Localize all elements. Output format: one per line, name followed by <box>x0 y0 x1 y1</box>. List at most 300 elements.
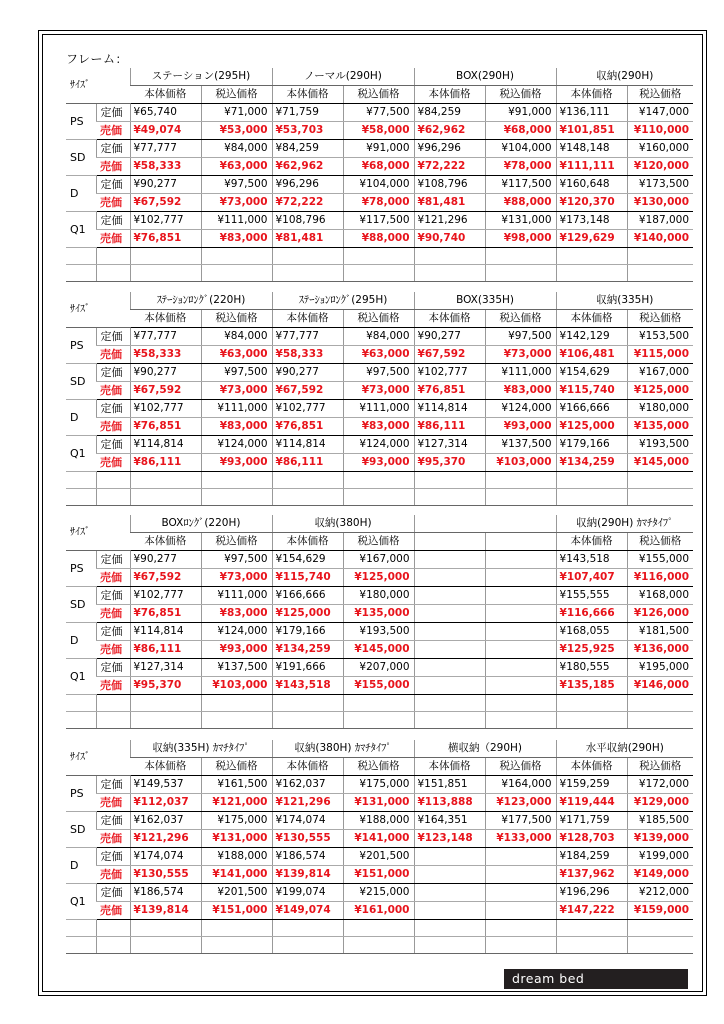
list-price-cell: ¥65,740 <box>130 104 201 122</box>
blank-cell <box>414 937 485 954</box>
list-price-cell <box>414 587 485 605</box>
list-price-cell: ¥97,500 <box>201 176 272 194</box>
list-price-cell: ¥180,555 <box>556 659 627 677</box>
sale-price-cell: ¥49,074 <box>130 122 201 140</box>
blank-cell <box>130 695 201 712</box>
list-price-cell: ¥167,000 <box>343 551 414 569</box>
list-price-cell: ¥97,500 <box>201 551 272 569</box>
list-price-cell: ¥111,000 <box>485 364 556 382</box>
model-header: 水平収納(290H) <box>556 740 693 758</box>
header-row <box>66 68 693 86</box>
list-price-cell: ¥173,148 <box>556 212 627 230</box>
blank-cell <box>556 937 627 954</box>
list-price-cell: ¥181,500 <box>627 623 693 641</box>
sale-price-cell <box>485 605 556 623</box>
blank-cell <box>627 712 693 729</box>
list-price-cell: ¥212,000 <box>627 884 693 902</box>
model-header: 収納(380H) <box>272 515 414 533</box>
list-price-cell: ¥184,259 <box>556 848 627 866</box>
size-label <box>66 884 96 920</box>
sale-price-row <box>66 230 693 248</box>
base-price-header: 本体価格 <box>556 758 627 776</box>
blank-cell <box>66 265 96 282</box>
sale-price-cell: ¥146,000 <box>627 677 693 695</box>
blank-cell <box>66 472 96 489</box>
list-price-cell: ¥90,277 <box>272 364 343 382</box>
list-price-cell: ¥96,296 <box>272 176 343 194</box>
blank-cell <box>414 248 485 265</box>
list-price-row <box>66 436 693 454</box>
list-price-label: 定価 <box>96 812 130 830</box>
sale-price-cell: ¥67,592 <box>130 194 201 212</box>
sale-price-cell: ¥121,296 <box>130 830 201 848</box>
sale-price-cell: ¥63,000 <box>201 346 272 364</box>
sale-price-cell: ¥73,000 <box>201 194 272 212</box>
sale-price-label: 売価 <box>96 830 130 848</box>
sale-price-cell: ¥83,000 <box>201 418 272 436</box>
blank-cell <box>201 248 272 265</box>
blank-cell <box>627 472 693 489</box>
list-price-label: 定価 <box>96 659 130 677</box>
list-price-cell: ¥102,777 <box>414 364 485 382</box>
sale-price-label: 売価 <box>96 454 130 472</box>
blank-cell <box>272 248 343 265</box>
blank-row <box>66 489 693 506</box>
sale-price-cell: ¥68,000 <box>485 122 556 140</box>
sale-price-cell <box>414 641 485 659</box>
blank-cell <box>414 712 485 729</box>
list-price-cell: ¥117,500 <box>343 212 414 230</box>
sale-price-cell: ¥67,592 <box>130 569 201 587</box>
sale-price-cell: ¥90,740 <box>414 230 485 248</box>
blank-cell <box>201 937 272 954</box>
list-price-cell: ¥90,277 <box>130 364 201 382</box>
sale-price-cell: ¥83,000 <box>343 418 414 436</box>
list-price-cell: ¥174,074 <box>272 812 343 830</box>
sale-price-cell <box>414 677 485 695</box>
sale-price-cell: ¥125,000 <box>272 605 343 623</box>
list-price-cell <box>485 848 556 866</box>
blank-cell <box>201 265 272 282</box>
model-header: 収納(335H) ｶﾏﾁﾀｲﾌﾟ <box>130 740 272 758</box>
list-price-row <box>66 812 693 830</box>
size-column-header: ｻｲｽﾞ <box>66 740 130 776</box>
blank-cell <box>556 265 627 282</box>
list-price-cell <box>485 659 556 677</box>
list-price-cell: ¥84,000 <box>201 140 272 158</box>
sale-price-label: 売価 <box>96 230 130 248</box>
blank-cell <box>66 248 96 265</box>
list-price-cell: ¥179,166 <box>272 623 343 641</box>
sale-price-cell: ¥136,000 <box>627 641 693 659</box>
blank-cell <box>556 472 627 489</box>
list-price-cell: ¥114,814 <box>414 400 485 418</box>
header-row <box>66 740 693 758</box>
list-price-cell: ¥124,000 <box>343 436 414 454</box>
subheader-row <box>66 86 693 104</box>
blank-cell <box>96 920 130 937</box>
sale-price-cell: ¥131,000 <box>201 830 272 848</box>
subheader-row <box>66 310 693 328</box>
list-price-cell: ¥77,777 <box>272 328 343 346</box>
sale-price-cell: ¥115,740 <box>272 569 343 587</box>
tax-price-header: 税込価格 <box>343 758 414 776</box>
size-label <box>66 812 96 848</box>
sale-price-cell: ¥62,962 <box>414 122 485 140</box>
sale-price-row <box>66 346 693 364</box>
sale-price-cell: ¥115,740 <box>556 382 627 400</box>
list-price-cell: ¥201,500 <box>201 884 272 902</box>
list-price-row <box>66 212 693 230</box>
tax-price-header: 税込価格 <box>201 533 272 551</box>
price-table-3 <box>66 515 693 729</box>
list-price-cell: ¥111,000 <box>201 400 272 418</box>
sale-price-label: 売価 <box>96 418 130 436</box>
list-price-cell: ¥215,000 <box>343 884 414 902</box>
blank-cell <box>272 695 343 712</box>
blank-cell <box>96 712 130 729</box>
blank-cell <box>96 248 130 265</box>
list-price-cell: ¥102,777 <box>272 400 343 418</box>
blank-cell <box>130 920 201 937</box>
size-label <box>66 364 96 400</box>
list-price-cell: ¥84,000 <box>343 328 414 346</box>
model-header: ｽﾃｰｼｮﾝﾛﾝｸﾞ(295H) <box>272 292 414 310</box>
blank-cell <box>130 248 201 265</box>
sale-price-row <box>66 866 693 884</box>
sale-price-cell: ¥67,592 <box>414 346 485 364</box>
sale-price-row <box>66 830 693 848</box>
sale-price-label: 売価 <box>96 194 130 212</box>
list-price-cell: ¥155,000 <box>627 551 693 569</box>
model-header: ステーション(295H) <box>130 68 272 86</box>
blank-cell <box>343 712 414 729</box>
list-price-cell: ¥148,148 <box>556 140 627 158</box>
size-name: SD <box>70 151 86 164</box>
tax-price-header: 税込価格 <box>201 758 272 776</box>
sale-price-cell: ¥98,000 <box>485 230 556 248</box>
blank-cell <box>201 489 272 506</box>
subheader-row <box>66 758 693 776</box>
sale-price-cell: ¥121,000 <box>201 794 272 812</box>
sale-price-cell: ¥135,185 <box>556 677 627 695</box>
list-price-row <box>66 848 693 866</box>
blank-cell <box>485 265 556 282</box>
sale-price-cell: ¥123,148 <box>414 830 485 848</box>
blank-cell <box>272 472 343 489</box>
page-title: フレーム： <box>66 52 129 66</box>
size-name: D <box>70 634 79 647</box>
blank-row <box>66 248 693 265</box>
sale-price-cell: ¥130,555 <box>272 830 343 848</box>
sale-price-cell: ¥63,000 <box>201 158 272 176</box>
list-price-cell: ¥166,666 <box>556 400 627 418</box>
sale-price-cell: ¥121,296 <box>272 794 343 812</box>
size-name: Q1 <box>70 223 86 236</box>
list-price-cell: ¥193,500 <box>627 436 693 454</box>
list-price-label: 定価 <box>96 176 130 194</box>
list-price-cell <box>414 848 485 866</box>
list-price-cell: ¥124,000 <box>201 623 272 641</box>
list-price-cell: ¥201,500 <box>343 848 414 866</box>
sale-price-cell: ¥126,000 <box>627 605 693 623</box>
sale-price-row <box>66 194 693 212</box>
sale-price-cell: ¥72,222 <box>414 158 485 176</box>
sale-price-cell: ¥88,000 <box>485 194 556 212</box>
base-price-header <box>414 533 485 551</box>
list-price-row <box>66 140 693 158</box>
list-price-label: 定価 <box>96 400 130 418</box>
list-price-cell: ¥143,518 <box>556 551 627 569</box>
sale-price-cell: ¥125,000 <box>343 569 414 587</box>
tax-price-header: 税込価格 <box>627 310 693 328</box>
sale-price-cell: ¥125,000 <box>556 418 627 436</box>
sale-price-row <box>66 418 693 436</box>
sale-price-cell: ¥128,703 <box>556 830 627 848</box>
size-label <box>66 176 96 212</box>
blank-cell <box>130 489 201 506</box>
sale-price-cell: ¥95,370 <box>130 677 201 695</box>
list-price-label: 定価 <box>96 364 130 382</box>
blank-cell <box>201 712 272 729</box>
size-name: D <box>70 859 79 872</box>
list-price-cell: ¥104,000 <box>485 140 556 158</box>
list-price-cell: ¥160,000 <box>627 140 693 158</box>
sale-price-cell: ¥53,000 <box>201 122 272 140</box>
size-label <box>66 587 96 623</box>
tax-price-header: 税込価格 <box>627 86 693 104</box>
list-price-label: 定価 <box>96 848 130 866</box>
sale-price-cell: ¥73,000 <box>343 382 414 400</box>
sale-price-row <box>66 158 693 176</box>
sale-price-cell: ¥111,111 <box>556 158 627 176</box>
base-price-header: 本体価格 <box>556 533 627 551</box>
sale-price-cell: ¥112,037 <box>130 794 201 812</box>
list-price-cell: ¥147,000 <box>627 104 693 122</box>
sale-price-cell: ¥67,592 <box>130 382 201 400</box>
list-price-row <box>66 776 693 794</box>
blank-cell <box>627 489 693 506</box>
list-price-cell: ¥136,111 <box>556 104 627 122</box>
base-price-header: 本体価格 <box>414 310 485 328</box>
model-header: BOX(335H) <box>414 292 556 310</box>
list-price-cell: ¥187,000 <box>627 212 693 230</box>
list-price-row <box>66 104 693 122</box>
list-price-cell: ¥71,000 <box>201 104 272 122</box>
list-price-label: 定価 <box>96 328 130 346</box>
list-price-cell: ¥162,037 <box>272 776 343 794</box>
list-price-cell: ¥199,074 <box>272 884 343 902</box>
blank-cell <box>66 712 96 729</box>
blank-cell <box>96 472 130 489</box>
sale-price-cell: ¥81,481 <box>272 230 343 248</box>
model-header <box>414 515 556 533</box>
sale-price-cell: ¥83,000 <box>201 230 272 248</box>
sale-price-cell: ¥72,222 <box>272 194 343 212</box>
list-price-cell: ¥90,277 <box>130 176 201 194</box>
blank-cell <box>272 920 343 937</box>
base-price-header: 本体価格 <box>414 86 485 104</box>
price-table-2 <box>66 292 693 506</box>
sale-price-cell: ¥58,333 <box>130 158 201 176</box>
blank-cell <box>272 265 343 282</box>
list-price-cell: ¥155,555 <box>556 587 627 605</box>
size-name: PS <box>70 339 84 352</box>
header-row <box>66 515 693 533</box>
list-price-cell: ¥188,000 <box>201 848 272 866</box>
list-price-label: 定価 <box>96 212 130 230</box>
blank-row <box>66 920 693 937</box>
sale-price-label: 売価 <box>96 866 130 884</box>
size-name: SD <box>70 823 86 836</box>
sale-price-cell: ¥120,370 <box>556 194 627 212</box>
list-price-cell: ¥131,000 <box>485 212 556 230</box>
base-price-header: 本体価格 <box>556 86 627 104</box>
blank-cell <box>343 937 414 954</box>
list-price-cell: ¥117,500 <box>485 176 556 194</box>
list-price-cell: ¥97,500 <box>485 328 556 346</box>
size-name: Q1 <box>70 447 86 460</box>
size-label <box>66 623 96 659</box>
sale-price-label: 売価 <box>96 158 130 176</box>
list-price-cell: ¥199,000 <box>627 848 693 866</box>
sale-price-cell: ¥125,925 <box>556 641 627 659</box>
size-label <box>66 551 96 587</box>
sale-price-cell: ¥116,666 <box>556 605 627 623</box>
blank-cell <box>627 695 693 712</box>
blank-cell <box>485 695 556 712</box>
blank-row <box>66 712 693 729</box>
sale-price-cell <box>485 677 556 695</box>
sale-price-cell: ¥103,000 <box>485 454 556 472</box>
size-label <box>66 776 96 812</box>
list-price-cell <box>414 884 485 902</box>
list-price-cell: ¥174,074 <box>130 848 201 866</box>
sale-price-row <box>66 641 693 659</box>
model-header: 収納(290H) <box>556 68 693 86</box>
list-price-cell: ¥175,000 <box>201 812 272 830</box>
blank-cell <box>130 472 201 489</box>
list-price-cell: ¥102,777 <box>130 587 201 605</box>
list-price-cell: ¥114,814 <box>272 436 343 454</box>
base-price-header: 本体価格 <box>130 533 201 551</box>
list-price-cell: ¥195,000 <box>627 659 693 677</box>
blank-cell <box>556 920 627 937</box>
list-price-cell: ¥159,259 <box>556 776 627 794</box>
blank-cell <box>96 937 130 954</box>
list-price-cell: ¥77,777 <box>130 328 201 346</box>
blank-row <box>66 265 693 282</box>
sale-price-cell: ¥76,851 <box>130 418 201 436</box>
sale-price-row <box>66 902 693 920</box>
list-price-row <box>66 400 693 418</box>
blank-cell <box>343 472 414 489</box>
list-price-cell: ¥185,500 <box>627 812 693 830</box>
list-price-cell: ¥180,000 <box>343 587 414 605</box>
blank-cell <box>130 937 201 954</box>
sale-price-cell: ¥86,111 <box>272 454 343 472</box>
sale-price-label: 売価 <box>96 902 130 920</box>
list-price-cell: ¥91,000 <box>485 104 556 122</box>
sale-price-cell: ¥133,000 <box>485 830 556 848</box>
sale-price-cell: ¥131,000 <box>343 794 414 812</box>
blank-cell <box>485 489 556 506</box>
blank-cell <box>96 265 130 282</box>
list-price-cell: ¥167,000 <box>627 364 693 382</box>
base-price-header: 本体価格 <box>130 86 201 104</box>
list-price-cell: ¥124,000 <box>201 436 272 454</box>
sale-price-cell: ¥113,888 <box>414 794 485 812</box>
size-label <box>66 400 96 436</box>
sale-price-cell: ¥95,370 <box>414 454 485 472</box>
list-price-label: 定価 <box>96 140 130 158</box>
list-price-cell: ¥108,796 <box>272 212 343 230</box>
list-price-cell: ¥164,000 <box>485 776 556 794</box>
blank-cell <box>272 712 343 729</box>
base-price-header: 本体価格 <box>130 758 201 776</box>
sale-price-cell: ¥78,000 <box>343 194 414 212</box>
blank-cell <box>343 489 414 506</box>
sale-price-label: 売価 <box>96 605 130 623</box>
list-price-label: 定価 <box>96 551 130 569</box>
list-price-cell: ¥114,814 <box>130 623 201 641</box>
tax-price-header: 税込価格 <box>343 533 414 551</box>
sale-price-cell: ¥58,000 <box>343 122 414 140</box>
sale-price-cell: ¥139,814 <box>272 866 343 884</box>
list-price-cell: ¥102,777 <box>130 400 201 418</box>
sale-price-cell: ¥73,000 <box>201 569 272 587</box>
blank-cell <box>485 248 556 265</box>
list-price-cell: ¥90,277 <box>414 328 485 346</box>
list-price-cell: ¥191,666 <box>272 659 343 677</box>
sale-price-cell: ¥129,629 <box>556 230 627 248</box>
list-price-cell: ¥160,648 <box>556 176 627 194</box>
size-label <box>66 328 96 364</box>
sale-price-cell: ¥139,000 <box>627 830 693 848</box>
sale-price-cell: ¥130,555 <box>130 866 201 884</box>
list-price-cell: ¥91,000 <box>343 140 414 158</box>
size-label <box>66 104 96 140</box>
base-price-header: 本体価格 <box>272 310 343 328</box>
sale-price-cell: ¥73,000 <box>485 346 556 364</box>
list-price-cell <box>414 659 485 677</box>
sale-price-cell: ¥103,000 <box>201 677 272 695</box>
sale-price-cell: ¥145,000 <box>627 454 693 472</box>
size-name: PS <box>70 787 84 800</box>
list-price-cell: ¥111,000 <box>343 400 414 418</box>
blank-cell <box>485 920 556 937</box>
blank-cell <box>556 695 627 712</box>
blank-cell <box>66 695 96 712</box>
tax-price-header: 税込価格 <box>485 758 556 776</box>
list-price-cell: ¥108,796 <box>414 176 485 194</box>
sale-price-cell: ¥63,000 <box>343 346 414 364</box>
sale-price-cell: ¥106,481 <box>556 346 627 364</box>
list-price-cell: ¥193,500 <box>343 623 414 641</box>
list-price-cell: ¥124,000 <box>485 400 556 418</box>
list-price-cell: ¥154,629 <box>556 364 627 382</box>
list-price-cell: ¥77,500 <box>343 104 414 122</box>
list-price-cell: ¥142,129 <box>556 328 627 346</box>
list-price-cell: ¥151,851 <box>414 776 485 794</box>
tax-price-header: 税込価格 <box>343 86 414 104</box>
blank-cell <box>556 712 627 729</box>
blank-cell <box>485 712 556 729</box>
list-price-cell: ¥102,777 <box>130 212 201 230</box>
sale-price-row <box>66 122 693 140</box>
blank-row <box>66 695 693 712</box>
list-price-row <box>66 328 693 346</box>
